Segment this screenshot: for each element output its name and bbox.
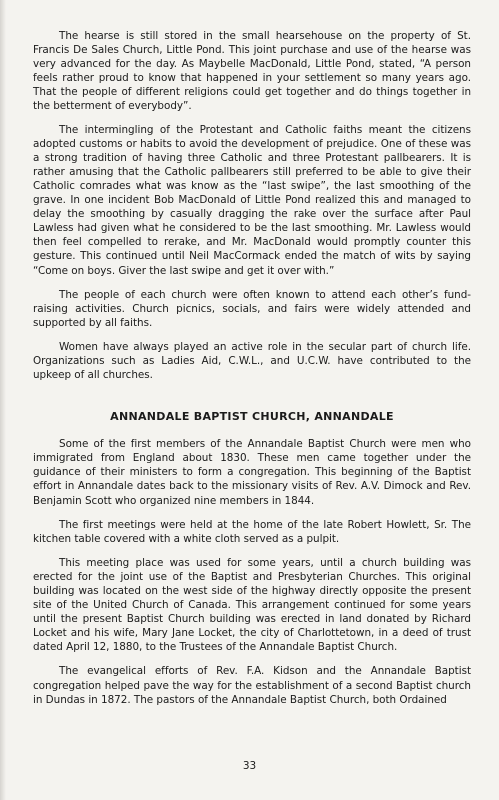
paragraph-evangelical-efforts: The evangelical efforts of Rev. F.A. Kidson and the Annandale Baptist congregation helped pave the way for the establishment of a second Baptist church in Dundas in 1872. The pastors of the Annandale Baptist Church, both Ordained: [33, 665, 471, 706]
page-number: 33: [242, 760, 257, 772]
paragraph-women: Women have always played an active role in the secular part of church life. Organizations such as Ladies Aid, C.W.L., and U.C.W. have contributed to the upkeep of all churches.: [33, 340, 471, 382]
paragraph-meeting-place: This meeting place was used for some years, until a church building was erected for the joint use of the Baptist and Presbyterian Churches. This original building was located on the west side of the highway directly opposite the present site of the United Church of Canada. This arrangement continued for some years until the present Baptist Church building was erected in land donated by Richard Locket and his wife, Mary Jane Locket, the city of Charlottetown, in a deed of trust dated April 12, 1880, to the Trustees of the Annandale Baptist Church.: [33, 556, 471, 654]
section-heading: ANNANDALE BAPTIST CHURCH, ANNANDALE: [110, 410, 394, 424]
paragraph-pallbearers: The intermingling of the Protestant and Catholic faiths meant the citizens adopted customs or habits to avoid the development of prejudice. One of these was a strong tradition of having three Catholic and three Protestant pallbearers. It is rather amusing that the Catholic pallbearers still preferred to be able to give their Catholic comrades what was know as the “last swipe”, the last smoothing of the grave. In one incident Bob MacDonald of Little Pond realized this and managed to delay the smoothing by casually dragging the rake over the surface after Paul Lawless had given what he considered to be the last smoothing. Mr. Lawless would then feel compelled to rerake, and Mr. MacDonald would promptly counter this gesture. This continued until Neil MacCormack ended the match of wits by saying “Come on boys. Giver the last swipe and get it over with.”: [33, 123, 471, 277]
paragraph-fundraising: The people of each church were often known to attend each other’s fund-raising activities. Church picnics, socials, and fairs were widely attended and supported by all faiths.: [33, 288, 471, 329]
paragraph-first-members: Some of the first members of the Annandale Baptist Church were men who immigrated from England about 1830. These men came together under the guidance of their ministers to form a congregation. This beginning of the Baptist effort in Annandale dates back to the missionary visits of Rev. A.V. Dimock and Rev. Benjamin Scott who organized nine members in 1844.: [33, 438, 471, 507]
paragraph-first-meetings: The first meetings were held at the home of the late Robert Howlett, Sr. The kitchen table covered with a white cloth served as a pulpit.: [33, 518, 471, 545]
paragraph-hearse: The hearse is still stored in the small hearsehouse on the property of St. Francis De Sales Church, Little Pond. This joint purchase and use of the hearse was very advanced for the day. As Maybelle MacDonald, Little Pond, stated, “A person feels rather proud to know that happened in your settlement so many years ago. That the people of different religions could get together and do things together in the betterment of everybody”.: [33, 30, 471, 113]
